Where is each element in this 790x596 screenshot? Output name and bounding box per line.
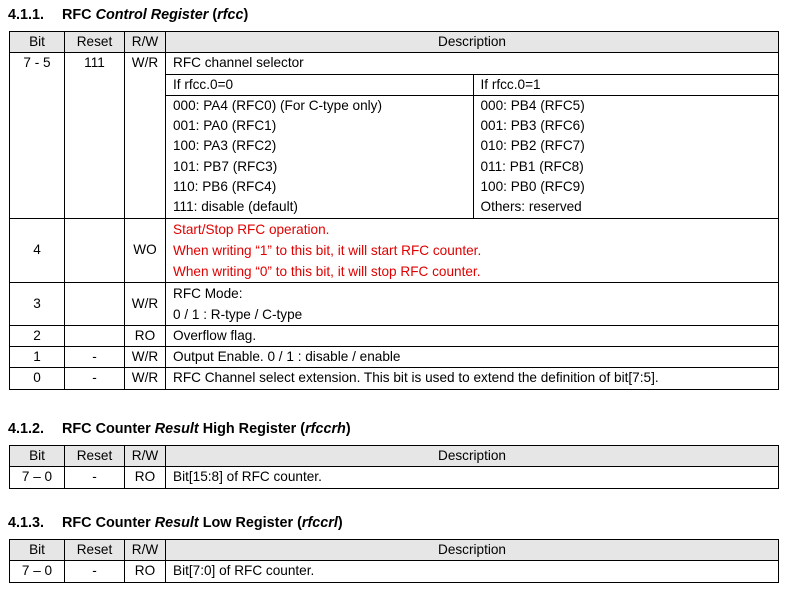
- rfccrh-register-table: [9, 445, 779, 489]
- reset-cell: 111: [65, 53, 125, 218]
- heading-text: High Register (: [198, 421, 306, 437]
- table-header-row: [10, 540, 779, 561]
- mode0-option: 101: PB7 (RFC3): [166, 157, 473, 177]
- register-name: rfcc: [217, 7, 244, 23]
- table-row: [10, 346, 779, 367]
- heading-text: RFC Counter: [62, 421, 155, 437]
- mode1-header: If rfcc.0=1: [473, 74, 778, 95]
- description-cell: [166, 218, 779, 282]
- table-row: [10, 368, 779, 389]
- description-cell: Bit[7:0] of RFC counter.: [166, 561, 779, 582]
- description-line: 0 / 1 : R-type / C-type: [173, 306, 303, 322]
- mode0-option: 110: PB6 (RFC4): [166, 177, 473, 197]
- table-row: [10, 218, 779, 282]
- bit-cell: 1: [10, 346, 65, 367]
- description-cell: Bit[15:8] of RFC counter.: [166, 467, 779, 488]
- bit-cell: 3: [10, 282, 65, 325]
- reset-cell: -: [65, 368, 125, 389]
- table-row: [10, 467, 779, 488]
- reset-cell: [65, 218, 125, 282]
- rw-cell: WO: [125, 218, 166, 282]
- rw-cell: RO: [125, 325, 166, 346]
- heading-italic: Control Register: [95, 7, 209, 23]
- bit-cell: 4: [10, 218, 65, 282]
- mode1-option: 100: PB0 (RFC9): [480, 179, 585, 195]
- description-line: When writing “0” to this bit, it will stop RFC counter.: [173, 263, 481, 279]
- col-header-bit: Bit: [10, 446, 65, 467]
- description-cell: [166, 53, 779, 218]
- col-header-rw: R/W: [125, 32, 166, 53]
- rw-cell: W/R: [125, 53, 166, 218]
- description-line: RFC Mode:: [173, 285, 243, 301]
- mode0-option: 001: PA0 (RFC1): [166, 116, 473, 136]
- mode1-option: 010: PB2 (RFC7): [480, 138, 585, 154]
- mode0-option: 100: PA3 (RFC2): [166, 136, 473, 156]
- description-cell: Output Enable. 0 / 1 : disable / enable: [166, 346, 779, 367]
- table-row: [10, 53, 779, 218]
- table-header-row: [10, 446, 779, 467]
- table-row: [10, 561, 779, 582]
- section-heading-rfccrh: [8, 420, 351, 438]
- col-header-description: Description: [166, 32, 779, 53]
- reset-cell: -: [65, 346, 125, 367]
- rw-cell: W/R: [125, 282, 166, 325]
- register-name: rfccrh: [305, 421, 346, 437]
- table-header-row: [10, 32, 779, 53]
- heading-italic: Result: [154, 515, 199, 531]
- channel-selector-table: [166, 53, 778, 217]
- col-header-reset: Reset: [65, 32, 125, 53]
- heading-italic: Result: [154, 421, 199, 437]
- col-header-bit: Bit: [10, 540, 65, 561]
- description-line: When writing “1” to this bit, it will start RFC counter.: [173, 242, 482, 258]
- reset-cell: [65, 282, 125, 325]
- mode0-option: 000: PA4 (RFC0) (For C-type only): [166, 95, 473, 116]
- mode1-option: 011: PB1 (RFC8): [480, 158, 584, 174]
- mode1-option: Others: reserved: [480, 199, 582, 215]
- col-header-reset: Reset: [65, 446, 125, 467]
- section-heading-rfccrl: [8, 514, 343, 532]
- reset-cell: [65, 325, 125, 346]
- heading-text: (: [208, 7, 218, 23]
- rfccrl-register-table: [9, 539, 779, 583]
- mode0-option: 111: disable (default): [166, 197, 473, 217]
- mode0-header: If rfcc.0=0: [166, 74, 473, 95]
- bit-cell: 7 – 0: [10, 467, 65, 488]
- heading-text: RFC: [62, 7, 96, 23]
- mode1-option: 001: PB3 (RFC6): [480, 118, 585, 134]
- col-header-bit: Bit: [10, 32, 65, 53]
- reset-cell: -: [65, 467, 125, 488]
- section-number: 4.1.1.: [8, 7, 45, 23]
- section-heading-rfcc: [8, 6, 248, 24]
- rw-cell: RO: [125, 561, 166, 582]
- col-header-rw: R/W: [125, 446, 166, 467]
- col-header-rw: R/W: [125, 540, 166, 561]
- heading-text: ): [345, 421, 351, 437]
- channel-selector-title: RFC channel selector: [166, 53, 778, 74]
- rfcc-register-table: [9, 31, 779, 390]
- table-row: [10, 325, 779, 346]
- rw-cell: RO: [125, 467, 166, 488]
- heading-text: RFC Counter: [62, 515, 155, 531]
- table-row: [10, 282, 779, 325]
- bit-cell: 7 – 0: [10, 561, 65, 582]
- rw-cell: W/R: [125, 368, 166, 389]
- heading-text: Low Register (: [198, 515, 302, 531]
- heading-text: ): [243, 7, 249, 23]
- mode1-option: 000: PB4 (RFC5): [480, 97, 585, 113]
- bit-cell: 2: [10, 325, 65, 346]
- section-number: 4.1.2.: [8, 421, 45, 437]
- col-header-description: Description: [166, 540, 779, 561]
- col-header-reset: Reset: [65, 540, 125, 561]
- description-cell: [166, 282, 779, 325]
- register-name: rfccrl: [301, 515, 338, 531]
- section-number: 4.1.3.: [8, 515, 45, 531]
- reset-cell: -: [65, 561, 125, 582]
- description-cell: Overflow flag.: [166, 325, 779, 346]
- description-line: Start/Stop RFC operation.: [173, 221, 330, 237]
- heading-text: ): [337, 515, 343, 531]
- bit-cell: 0: [10, 368, 65, 389]
- col-header-description: Description: [166, 446, 779, 467]
- rw-cell: W/R: [125, 346, 166, 367]
- bit-cell: 7 - 5: [10, 53, 65, 218]
- description-cell: RFC Channel select extension. This bit is used to extend the definition of bit[7:5].: [166, 368, 779, 389]
